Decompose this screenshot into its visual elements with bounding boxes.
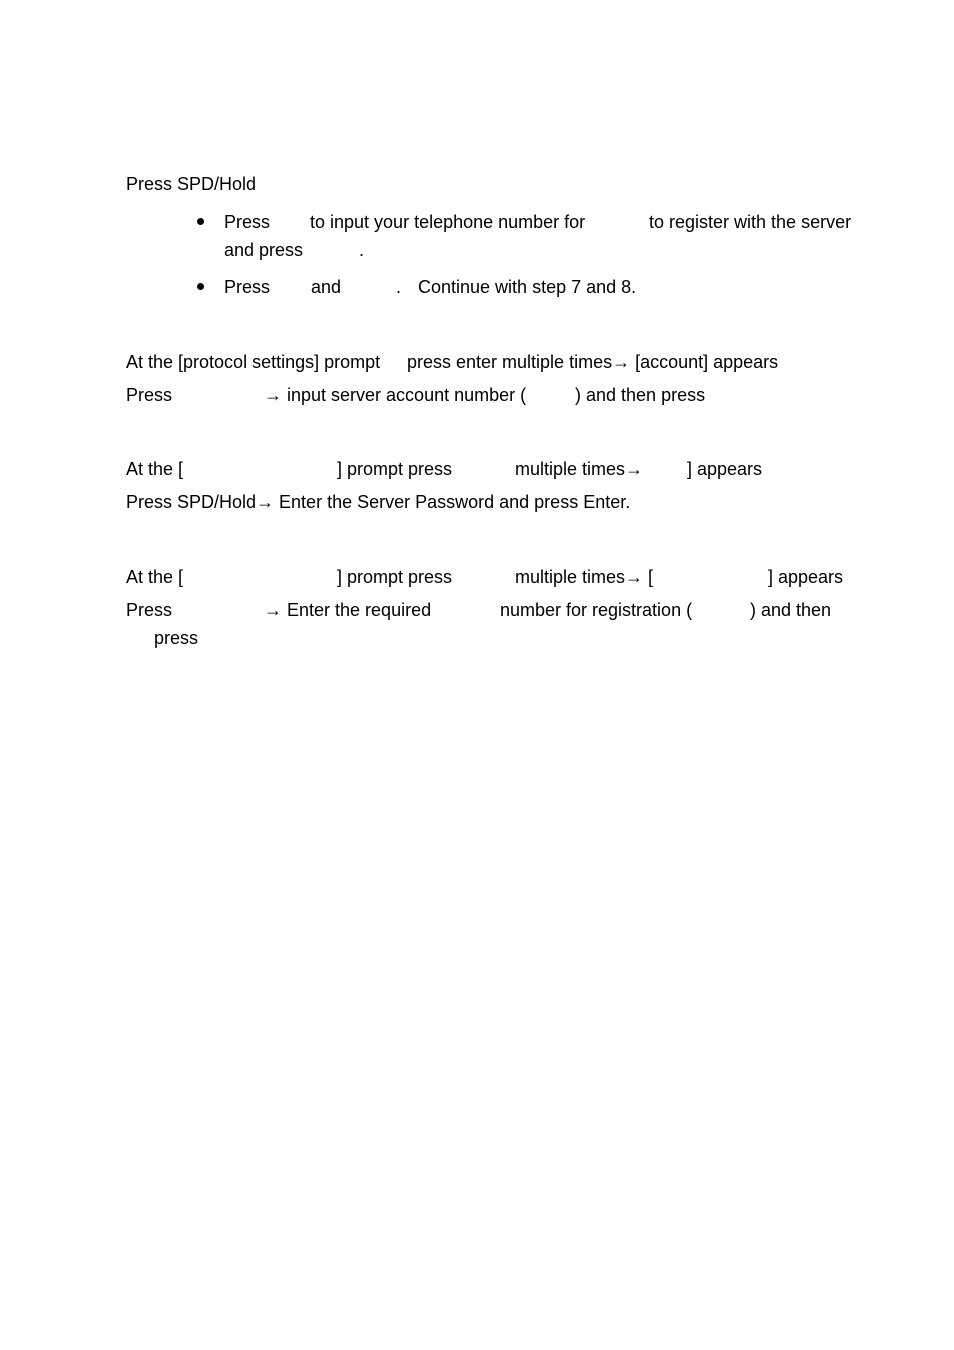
- section1-bullet1-line1: [0, 211, 954, 233]
- text-segment: ) and then: [750, 600, 832, 620]
- section1-intro-text: Press SPD/Hold: [126, 174, 257, 194]
- text-segment: Press: [224, 212, 271, 232]
- section1-bullet1-line2: [0, 239, 954, 261]
- text-segment: Press: [224, 277, 271, 297]
- text-segment: to register with the server: [649, 212, 852, 232]
- text-segment: to input your telephone number for: [310, 212, 586, 232]
- text-segment: and press: [224, 240, 304, 260]
- text-segment: Continue with step 7 and 8.: [418, 277, 637, 297]
- text-segment: → input server account number (: [264, 385, 527, 405]
- section4-line2: [0, 599, 954, 621]
- text-segment: Press: [126, 385, 173, 405]
- text-segment: At the [: [126, 567, 184, 587]
- section4-line3: [0, 627, 954, 649]
- text-segment: multiple times→: [515, 459, 644, 479]
- section2-line1: [0, 351, 954, 373]
- text-segment: Press: [126, 600, 173, 620]
- text-segment: number for registration (: [500, 600, 693, 620]
- text-segment: multiple times→ [: [515, 567, 654, 587]
- text-segment: ] appears: [687, 459, 763, 479]
- text-segment: .: [396, 277, 402, 297]
- section1-bullet2-line1: [0, 276, 954, 298]
- section4-line1: [0, 566, 954, 588]
- text-segment: At the [: [126, 459, 184, 479]
- text-segment: ] appears: [768, 567, 844, 587]
- text-segment: and: [311, 277, 342, 297]
- text-segment: press: [154, 628, 199, 648]
- text-segment: ) and then press: [575, 385, 706, 405]
- text-segment: Press SPD/Hold→ Enter the Server Password and press Enter.: [126, 492, 631, 512]
- text-segment: press enter multiple times→ [account] appears: [407, 352, 779, 372]
- text-segment: → Enter the required: [264, 600, 432, 620]
- text-segment: .: [359, 240, 365, 260]
- section3-line2: [0, 491, 954, 513]
- section3-line1: [0, 458, 954, 480]
- text-segment: ] prompt press: [337, 459, 453, 479]
- text-segment: ] prompt press: [337, 567, 453, 587]
- section2-line2: [0, 384, 954, 406]
- text-segment: At the [protocol settings] prompt: [126, 352, 381, 372]
